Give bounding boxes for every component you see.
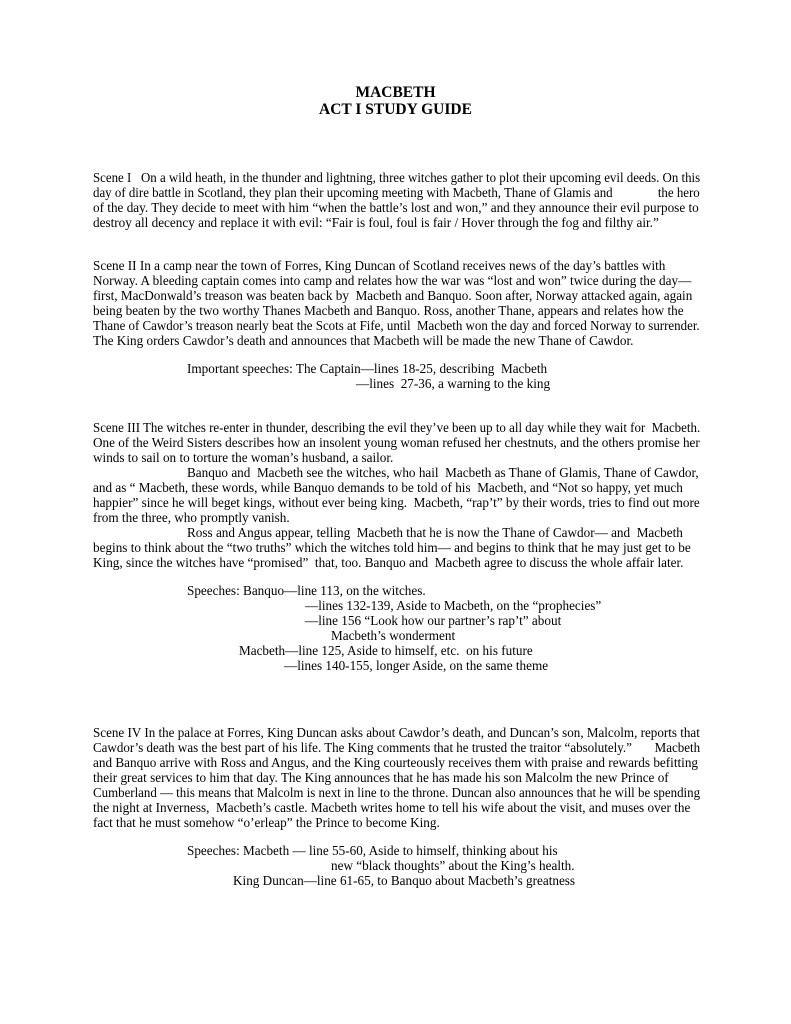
- speech-line: King Duncan—line 61-65, to Banquo about Macbeth’s greatness: [233, 873, 576, 888]
- scene-2-line: The King orders Cawdor’s death and announces that Macbeth will be made the new Thane of Cawdor.: [93, 333, 634, 348]
- speech-line: new “black thoughts” about the King’s health.: [331, 858, 575, 873]
- scene-3-line: One of the Weird Sisters describes how an insolent young woman refused her chestnuts, and the others promise her: [93, 435, 700, 450]
- scene-1-line: Scene I On a wild heath, in the thunder and lightning, three witches gather to plot their upcoming evil deeds. On this: [93, 170, 701, 185]
- scene-3-line: Ross and Angus appear, telling Macbeth that he is now the Thane of Cawdor— and Macbeth: [187, 525, 683, 540]
- speech-line: —lines 140-155, longer Aside, on the same theme: [284, 658, 549, 673]
- speech-line: —lines 132-139, Aside to Macbeth, on the “prophecies”: [305, 598, 602, 613]
- scene-2-line: Thane of Cawdor’s treason nearly beat the Scots at Fife, until Macbeth won the day and forced Norway to surrender.: [93, 318, 700, 333]
- scene-4-line: fact that he must somehow “o’erleap” the Prince to become King.: [93, 815, 440, 830]
- scene-3-line: Banquo and Macbeth see the witches, who hail Macbeth as Thane of Glamis, Thane of Cawdor,: [187, 465, 699, 480]
- scene-2-line: Norway. A bleeding captain comes into camp and relates how the war was “lost and won” twice during the day—: [93, 273, 692, 288]
- scene-3-line: from the three, who promptly vanish.: [93, 510, 290, 525]
- document-title: MACBETH: [355, 84, 436, 101]
- scene-3-line: King, since the witches have “promised” that, too. Banquo and Macbeth agree to discuss the whole affair later.: [93, 555, 684, 570]
- scene-3-line: begins to think about the “two truths” which the witches told him— and begins to think that he may just get to be: [93, 540, 691, 555]
- scene-2-line: Scene II In a camp near the town of Forres, King Duncan of Scotland receives news of the day’s battles with: [93, 258, 666, 273]
- scene-4-line: the night at Inverness, Macbeth’s castle. Macbeth writes home to tell his wife about the visit, and muses over the: [93, 800, 691, 815]
- scene-1-line: day of dire battle in Scotland, they plan their upcoming meeting with Macbeth, Thane of Glamis and the hero: [93, 185, 700, 200]
- speech-line: —lines 27-36, a warning to the king: [356, 376, 551, 391]
- document-subtitle: ACT I STUDY GUIDE: [319, 101, 472, 118]
- scene-4-line: their great services to him that day. The King announces that he has made his son Malcolm the new Prince of: [93, 770, 669, 785]
- scene-4-line: and Banquo arrive with Ross and Angus, and the King courteously receives them with praise and rewards befitting: [93, 755, 699, 770]
- scene-3-line: Scene III The witches re-enter in thunder, describing the evil they’ve been up to all day while they wait for Macbeth.: [93, 420, 701, 435]
- speech-line: —line 156 “Look how our partner’s rap’t” about: [305, 613, 562, 628]
- scene-1-line: destroy all decency and replace it with evil: “Fair is foul, foul is fair / Hover through the fog and filthy air.”: [93, 215, 659, 230]
- scene-2-line: first, MacDonwald’s treason was beaten back by Macbeth and Banquo. Soon after, Norway attacked again, again: [93, 288, 693, 303]
- scene-3-line: and as “ Macbeth, these words, while Banquo demands to be told of his Macbeth, and “Not so happy, yet much: [93, 480, 683, 495]
- scene-4-line: Cumberland — this means that Malcolm is next in line to the throne. Duncan also announces that he will be spending: [93, 785, 701, 800]
- speech-line: Important speeches: The Captain—lines 18-25, describing Macbeth: [187, 361, 548, 376]
- speech-line: Macbeth—line 125, Aside to himself, etc. on his future: [239, 643, 533, 658]
- speech-line: Macbeth’s wonderment: [331, 628, 456, 643]
- scene-4-line: Cawdor’s death was the best part of his life. The King comments that he trusted the traitor “absolutely.” Macbeth: [93, 740, 701, 755]
- scene-3-line: winds to sail on to torture the woman’s husband, a sailor.: [93, 450, 394, 465]
- speech-line: Speeches: Banquo—line 113, on the witches.: [187, 583, 426, 598]
- scene-4-line: Scene IV In the palace at Forres, King Duncan asks about Cawdor’s death, and Duncan’s son, Malcolm, reports that: [93, 725, 700, 740]
- scene-2-line: being beaten by the two worthy Thanes Macbeth and Banquo. Ross, another Thane, appears and relates how the: [93, 303, 684, 318]
- scene-3-line: happier” since he will beget kings, without ever being king. Macbeth, “rap’t” by their words, tries to find out more: [93, 495, 700, 510]
- scene-1-line: of the day. They decide to meet with him “when the battle’s lost and won,” and they announce their evil purpose to: [93, 200, 699, 215]
- speech-line: Speeches: Macbeth — line 55-60, Aside to himself, thinking about his: [187, 843, 558, 858]
